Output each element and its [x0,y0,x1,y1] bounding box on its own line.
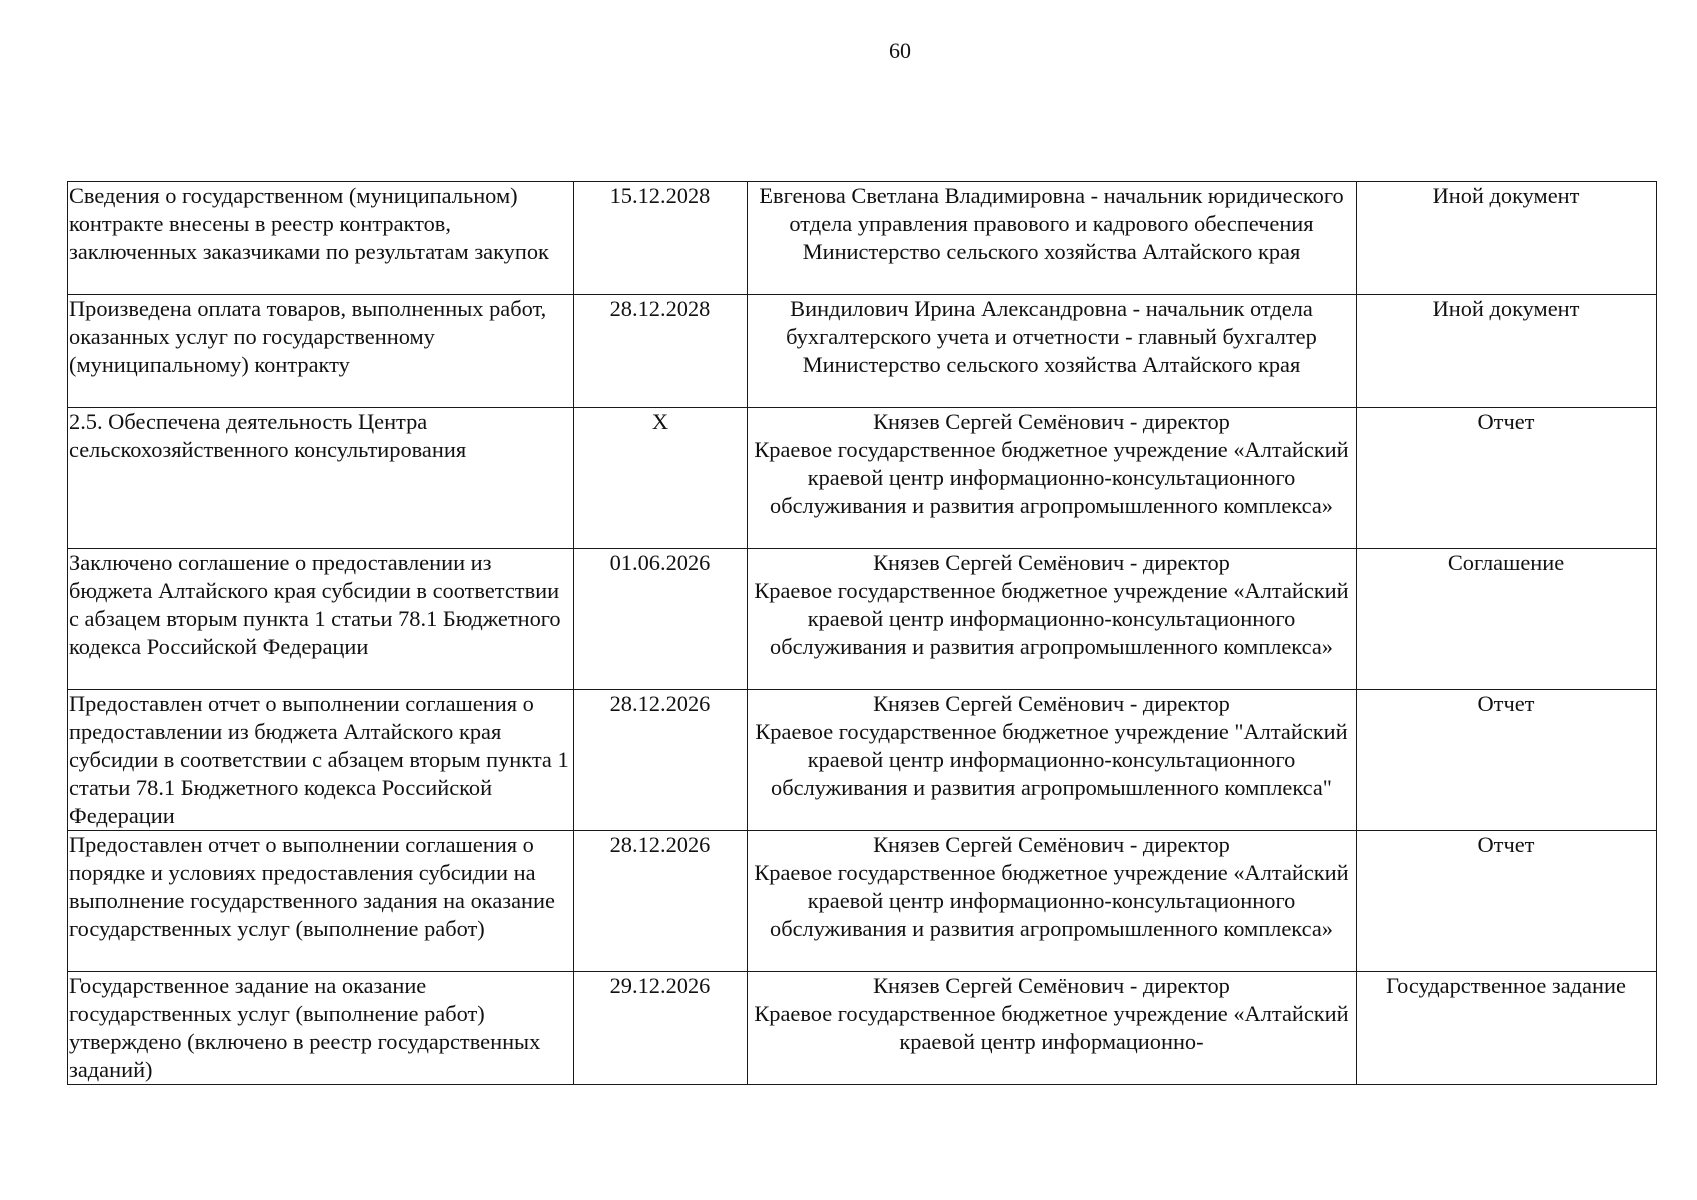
responsible-person: Виндилович Ирина Александровна - начальник отдела бухгалтерского учета и отчетности - главный бухгалтер [786,296,1317,349]
table-row [68,831,1657,972]
responsible-organization: Краевое государственное бюджетное учреждение «Алтайский краевой центр информационно-консультационного обслуживания и развития агропромышленного комплекса» [754,860,1349,941]
table-row [68,408,1657,549]
responsible-person: Евгенова Светлана Владимировна - начальник юридического отдела управления правового и кадрового обеспечения [759,183,1344,236]
responsible-organization: Краевое государственное бюджетное учреждение «Алтайский краевой центр информационно- [754,1001,1349,1054]
document-type-cell: Отчет [1357,690,1657,831]
control-points-table [67,181,1657,1085]
responsible-cell [748,408,1357,549]
event-cell: Предоставлен отчет о выполнении соглашения о порядке и условиях предоставления субсидии на выполнение государственного задания на оказание государственных услуг (выполнение работ) [68,831,574,972]
responsible-person: Князев Сергей Семёнович - директор [873,832,1230,857]
responsible-cell [748,182,1357,295]
responsible-cell [748,831,1357,972]
document-type-cell: Отчет [1357,408,1657,549]
event-cell: Сведения о государственном (муниципальном) контракте внесены в реестр контрактов, заключенных заказчиками по результатам закупок [68,182,574,295]
document-type-cell: Отчет [1357,831,1657,972]
event-cell: Заключено соглашение о предоставлении из бюджета Алтайского края субсидии в соответствии с абзацем вторым пункта 1 статьи 78.1 Бюджетного кодекса Российской Федерации [68,549,574,690]
event-cell: Предоставлен отчет о выполнении соглашения о предоставлении из бюджета Алтайского края субсидии в соответствии с абзацем вторым пункта 1 статьи 78.1 Бюджетного кодекса Российской Федерации [68,690,574,831]
table-row [68,690,1657,831]
responsible-organization: Краевое государственное бюджетное учреждение «Алтайский краевой центр информационно-консультационного обслуживания и развития агропромышленного комплекса» [754,437,1349,518]
responsible-organization: Краевое государственное бюджетное учреждение «Алтайский краевой центр информационно-консультационного обслуживания и развития агропромышленного комплекса» [754,578,1349,659]
date-cell: 01.06.2026 [574,549,748,690]
table-row [68,972,1657,1085]
responsible-person: Князев Сергей Семёнович - директор [873,691,1230,716]
responsible-organization: Министерство сельского хозяйства Алтайского края [802,352,1301,377]
page-number: 60 [889,38,911,63]
responsible-organization: Краевое государственное бюджетное учреждение "Алтайский краевой центр информационно-консультационного обслуживания и развития агропромышленного комплекса" [755,719,1348,800]
date-cell: 28.12.2026 [574,831,748,972]
document-type-cell: Соглашение [1357,549,1657,690]
date-cell: 28.12.2026 [574,690,748,831]
event-cell: 2.5. Обеспечена деятельность Центра сельскохозяйственного консультирования [68,408,574,549]
responsible-organization: Министерство сельского хозяйства Алтайского края [802,239,1301,264]
event-cell: Произведена оплата товаров, выполненных работ, оказанных услуг по государственному (муниципальному) контракту [68,295,574,408]
responsible-cell [748,972,1357,1085]
document-type-cell: Иной документ [1357,182,1657,295]
date-cell: X [574,408,748,549]
date-cell: 15.12.2028 [574,182,748,295]
responsible-cell [748,295,1357,408]
responsible-person: Князев Сергей Семёнович - директор [873,409,1230,434]
event-cell: Государственное задание на оказание государственных услуг (выполнение работ) утверждено (включено в реестр государственных заданий) [68,972,574,1085]
date-cell: 28.12.2028 [574,295,748,408]
responsible-cell [748,690,1357,831]
table-body [68,182,1657,1085]
table-row [68,549,1657,690]
table-row [68,295,1657,408]
responsible-person: Князев Сергей Семёнович - директор [873,550,1230,575]
responsible-cell [748,549,1357,690]
responsible-person: Князев Сергей Семёнович - директор [873,973,1230,998]
date-cell: 29.12.2026 [574,972,748,1085]
table-row [68,182,1657,295]
document-type-cell: Государственное задание [1357,972,1657,1085]
document-type-cell: Иной документ [1357,295,1657,408]
